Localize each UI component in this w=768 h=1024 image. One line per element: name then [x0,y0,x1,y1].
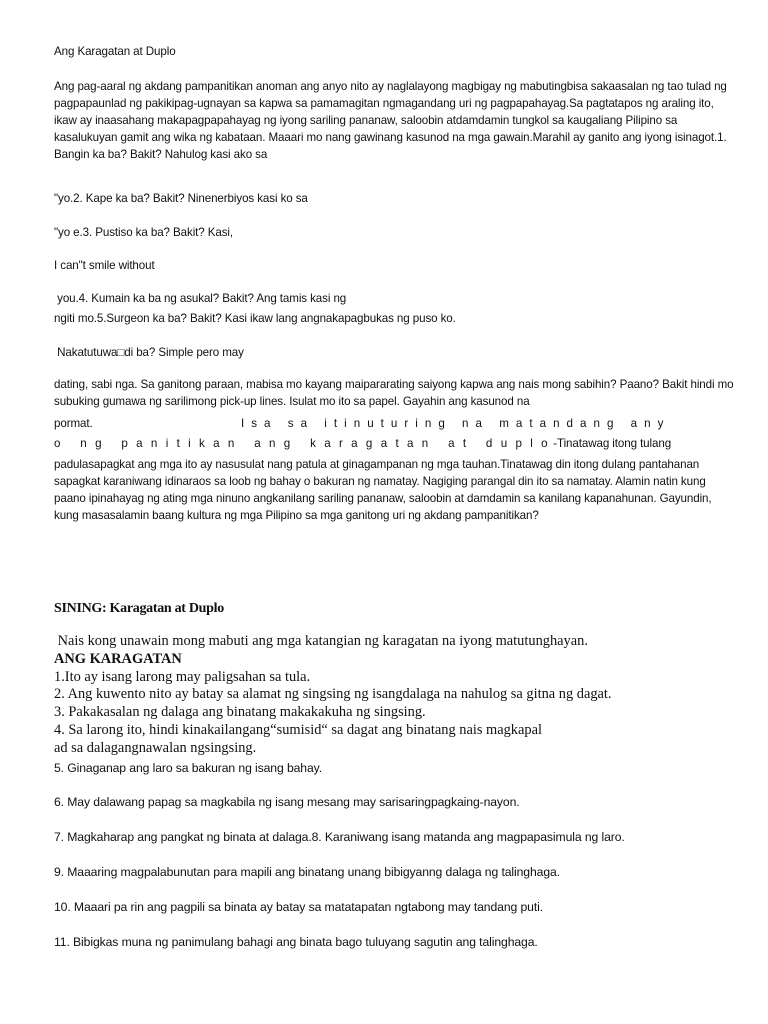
intro-paragraph: Ang pag-aaral ng akdang pampanitikan anoman ang anyo nito ay naglalayong magbigay ng mabutingbisa sakaasalan ng tao tulad ng pagpapaunlad ng pakikipag-ugnayan sa kapwa sa pamamagitan ngmagandang uri ng pagpapahayag.Sa pagtatapos ng araling ito, ikaw ay inaasahang makapagpapahayag ng iyong sariling pananaw, saloobin atdamdamin tungkol sa kaugaliang Pilipino sa kasalukuyan gamit ang wika ng kabataan. Maaari mo nang gawinang kasunod na mga gawain.Marahil ay ganito ang iyong isinagot.1. Bangin ka ba? Bakit? Nahulog kasi ako sa [54,80,727,161]
pickup-line-cant: I can"t smile without [54,259,155,272]
pormat-label: pormat. [54,417,93,430]
list-item-6: 6. May dalawang papag sa magkabila ng isang mesang may sarisaringpagkaing-nayon. [54,795,520,809]
pickup-line-2: "yo.2. Kape ka ba? Bakit? Ninenerbiyos kasi ko sa [54,192,308,205]
sining-heading: SINING: Karagatan at Duplo [54,601,224,616]
rest-paragraph: padulasapagkat ang mga ito ay nasusulat nang patula at ginagampanan ng mga tauhan.Tinatawag din itong dulang pantahanan sapagkat karaniwang idinaraos sa loob ng bahay o bakuran ng namatay. Nagiging parangal din ito sa namatay. Alamin natin kung paano ipinahayag ng ating mga ninuno angkanilang sariling pananaw, saloobin at damdamin sa kanilang kapanahunan. Gayundin, kung masasalamin baang kultura ng mga Pilipino sa mga ganitong uri ng akdang pampanitikan? [54,458,712,522]
list-item-5: 5. Ginaganap ang laro sa bakuran ng isang bahay. [54,761,323,775]
document-title: Ang Karagatan at Duplo [54,45,176,58]
list-item-2: 2. Ang kuwento nito ay batay sa alamat ng singsing ng isangdalaga na nahulog sa gitna ng dagat. [54,686,612,702]
spread-tail: -Tinatawag itong tulang [550,437,672,450]
karagatan-heading: ANG KARAGATAN [54,651,182,667]
spread-text-1: I s a s a i t i n u t u r i n g n a m a t a n d a n g a n y [241,417,666,430]
list-item-4a: 4. Sa larong ito, hindi kinakailangang“sumisid“ sa dagat ang binatang nais magkapal [54,722,542,738]
list-item-1: 1.Ito ay isang larong may paligsahan sa tula. [54,669,311,685]
pormat-line [54,415,734,432]
pickup-line-5: ngiti mo.5.Surgeon ka ba? Bakit? Kasi ikaw lang angnakapagbukas ng puso ko. [54,312,456,325]
pickup-line-3: "yo e.3. Pustiso ka ba? Bakit? Kasi, [54,226,234,239]
dating-paragraph: dating, sabi nga. Sa ganitong paraan, mabisa mo kayang maipararating saiyong kapwa ang nais mong sabihin? Paano? Bakit hindi mo subuking gumawa ng sarilimong pick-up lines. Isulat mo ito sa papel. Gayahin ang kasunod na [54,378,734,408]
list-item-3: 3. Pakakasalan ng dalaga ang binatang makakakuha ng singsing. [54,704,426,720]
list-item-11: 11. Bibigkas muna ng panimulang bahagi ang binata bago tuluyang sagutin ang talinghaga. [54,935,538,949]
sining-intro: Nais kong unawain mong mabuti ang mga katangian ng karagatan na iyong matutunghayan. [54,633,588,649]
spread-text-2: o n g p a n i t i k a n a n g k a r a g a t a n a t d u p l o [54,437,551,450]
list-item-10: 10. Maaari pa rin ang pagpili sa binata ay batay sa matatapatan ngtabong may tandang puti. [54,900,543,914]
list-item-9: 9. Maaaring magpalabunutan para mapili ang binatang unang bibigyanng dalaga ng talinghaga. [54,865,560,879]
pickup-line-4: you.4. Kumain ka ba ng asukal? Bakit? Ang tamis kasi ng [54,292,347,305]
spread-line-2 [54,435,734,452]
list-item-7-8: 7. Magkaharap ang pangkat ng binata at dalaga.8. Karaniwang isang matanda ang magpapasimula ng laro. [54,830,625,844]
list-item-4b: ad sa dalagangnawalan ngsingsing. [54,740,257,756]
nakatutuwa-line: Nakatutuwa□di ba? Simple pero may [54,346,244,359]
